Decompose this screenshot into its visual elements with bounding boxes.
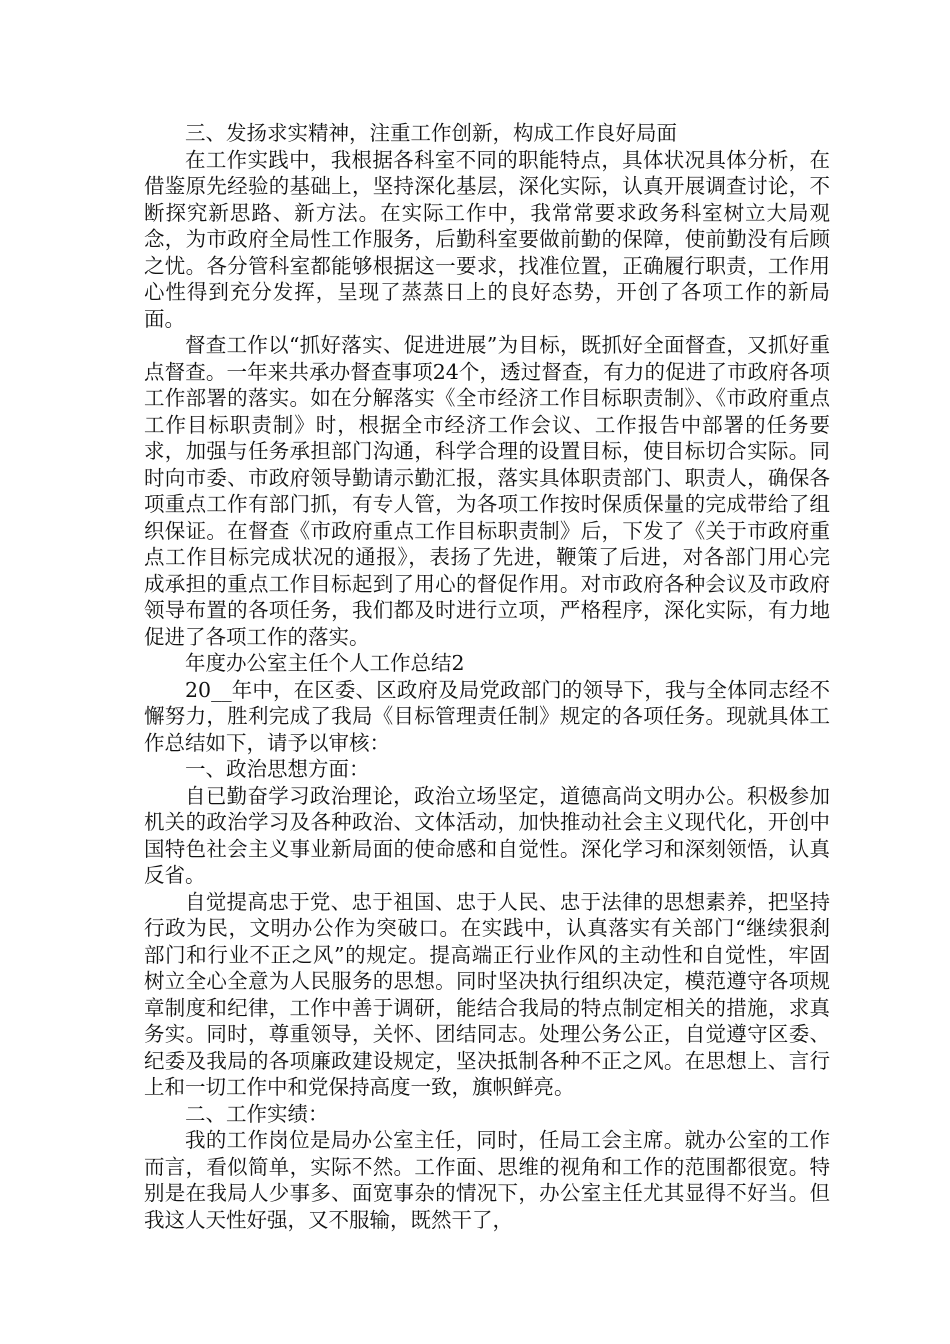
paragraph: 我的工作岗位是局办公室主任，同时，任局工会主席。就办公室的工作而言，看似简单，实际不然。工作面、思维的视角和工作的范围都很宽。特别是在我局人少事多、面宽事杂的情况下，办公室主任尤其显得不好当。但我这人天性好强，又不服输，既然干了， — [144, 1128, 830, 1232]
paragraph: 自已勤奋学习政治理论，政治立场坚定，道德高尚文明办公。积极参加机关的政治学习及各种政治、文体活动，加快推动社会主义现代化，开创中国特色社会主义事业新局面的使命感和自觉性。深化学习和深刻领悟，认真反省。 — [144, 783, 830, 887]
section-heading-3: 三、发扬求实精神，注重工作创新，构成工作良好局面 — [185, 121, 677, 145]
document-page — [144, 120, 830, 1233]
paragraph: 督查工作以“抓好落实、促进进展”为目标，既抓好全面督查，又抓好重点督查。一年来共承办督查事项24个，透过督查，有力的促进了市政府各项工作部署的落实。如在分解落实《全市经济工作目标职责制》、《市政府重点工作目标职责制》时，根据全市经济工作会议、工作报告中部署的任务要求，加强与任务承担部门沟通，科学合理的设置目标，使目标切合实际。同时向市委、市政府领导勤请示勤汇报，落实具体职责部门、职责人，确保各项重点工作有部门抓，有专人管，为各项工作按时保质保量的完成带给了组织保证。在督查《市政府重点工作目标职责制》后，下发了《关于市政府重点工作目标完成状况的通报》，表扬了先进，鞭策了后进，对各部门用心完成承担的重点工作目标起到了用心的督促作用。对市政府各种会议及市政府领导布置的各项任务，我们都及时进行立项，严格程序，深化实际，有力地促进了各项工作的落实。 — [144, 333, 830, 649]
paragraph: 在工作实践中，我根据各科室不同的职能特点，具体状况具体分析，在借鉴原先经验的基础上，坚持深化基层，深化实际，认真开展调查讨论，不断探究新思路、新方法。在实际工作中，我常常要求政务科室树立大局观念，为市政府全局性工作服务，后勤科室要做前勤的保障，使前勤没有后顾之忧。各分管科室都能够根据这一要求，找准位置，正确履行职责，工作用心性得到充分发挥，呈现了蒸蒸日上的良好态势，开创了各项工作的新局面。 — [144, 147, 830, 331]
paragraph: 自觉提高忠于党、忠于祖国、忠于人民、忠于法律的思想素养，把坚持行政为民，文明办公作为突破口。在实践中，认真落实有关部门“继续狠刹部门和行业不正之风”的规定。提高端正行业作风的主动性和自觉性，牢固树立全心全意为人民服务的思想。同时坚决执行组织决定，模范遵守各项规章制度和纪律，工作中善于调研，能结合我局的特点制定相关的措施，求真务实。同时，尊重领导，关怀、团结同志。处理公务公正，自觉遵守区委、纪委及我局的各项廉政建设规定，坚决抵制各种不正之风。在思想上、言行上和一切工作中和党保持高度一致，旗帜鲜亮。 — [144, 889, 830, 1099]
section-heading-2: 二、工作实绩： — [185, 1101, 329, 1126]
section-heading-1: 一、政治思想方面： — [185, 757, 370, 781]
paragraph: 20__年中，在区委、区政府及局党政部门的领导下，我与全体同志经不懈努力，胜利完成了我局《目标管理责任制》规定的各项任务。现就具体工作总结如下，请予以审核： — [144, 677, 830, 755]
document-subtitle: 年度办公室主任个人工作总结2 — [185, 651, 465, 675]
